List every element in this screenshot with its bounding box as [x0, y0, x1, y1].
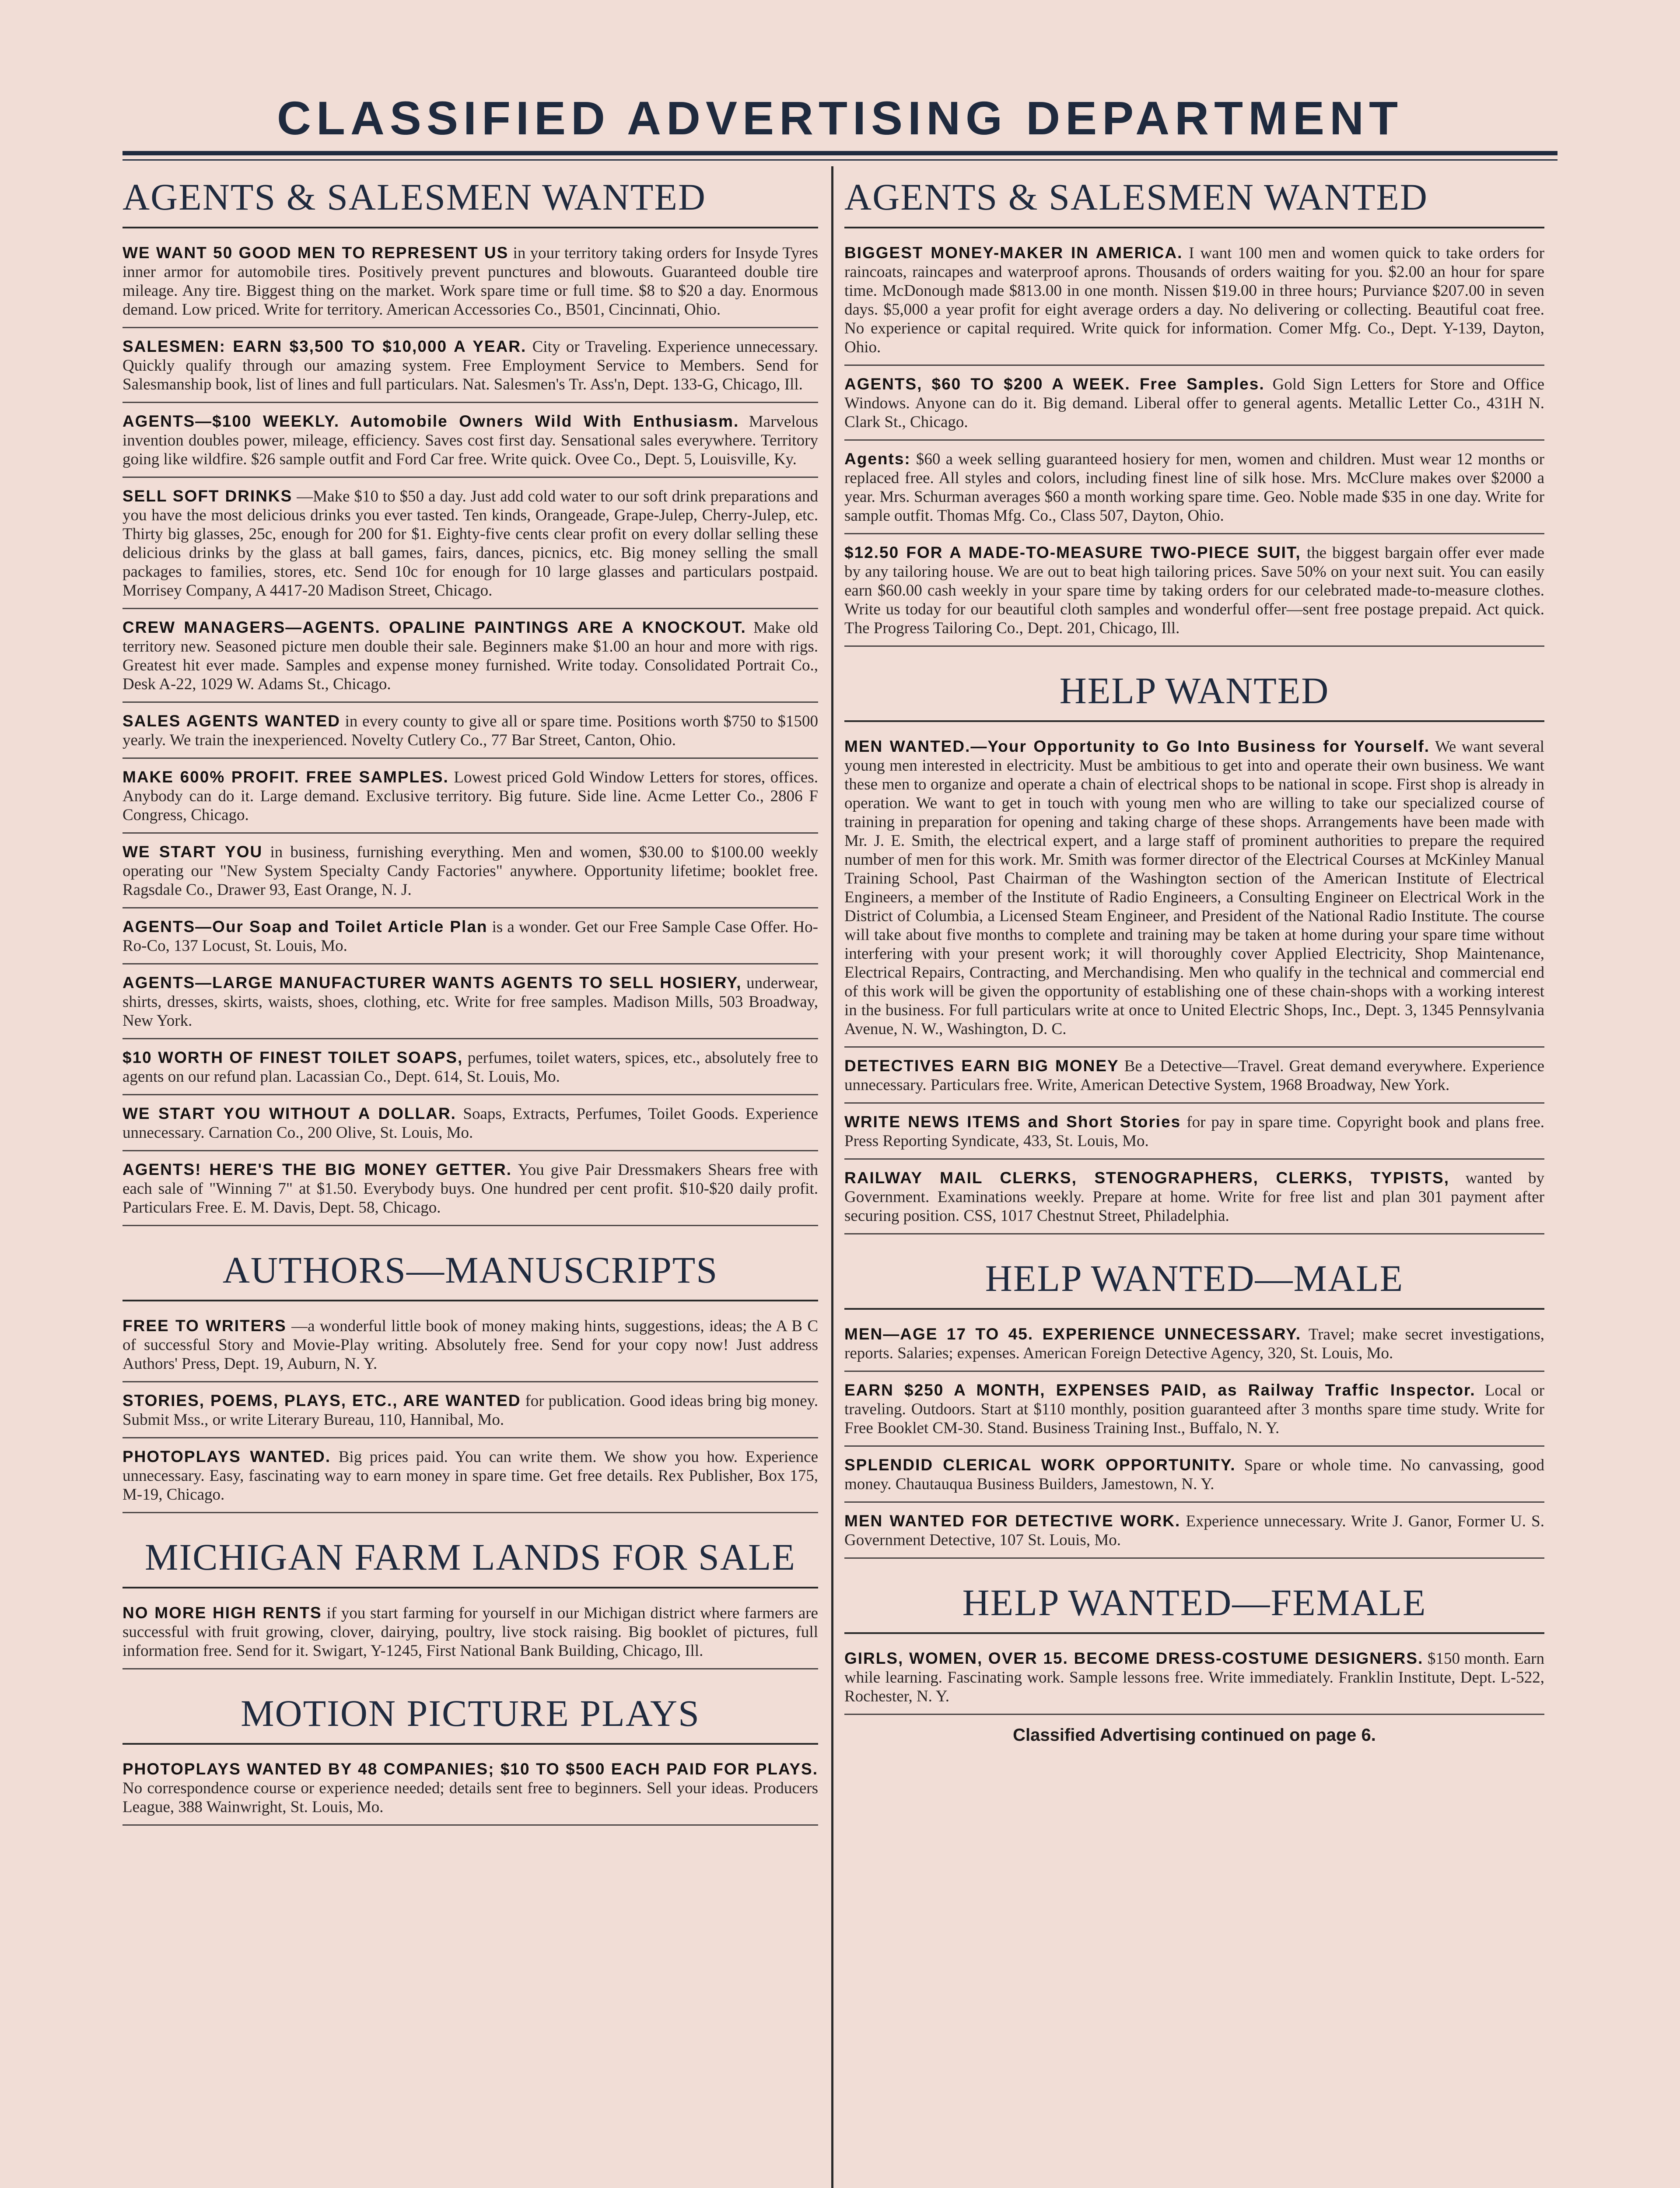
classified-ad: [122, 1755, 818, 1826]
classified-ad: [122, 1599, 818, 1669]
ad-body: if you start farming for yourself in our Michigan district where farmers are successful with fruit growing, clover, dairying, poultry, live stock raising. Big booklet of pictures, full information free. Send for it. Swigart, Y-1245, First National Bank Building, Chicago, Ill.: [122, 1604, 818, 1660]
ad-headline: GIRLS, WOMEN, OVER 15. BECOME DRESS-COSTUME DESIGNERS.: [844, 1649, 1424, 1667]
ad-body: in your territory taking orders for Insyde Tyres inner armor for automobile tires. Positively prevent punctures and blowouts. Guaranteed double tire mileage. Any tire. Biggest thing on the market. Work spare time or full time. $8 to $20 a day. Enormous demand. Low priced. Write for territory. American Accessories Co., B501, Cincinnati, Ohio.: [122, 244, 819, 319]
ad-body: for pay in spare time. Copyright book and plans free. Press Reporting Syndicate, 433, St. Louis, Mo.: [844, 1113, 1545, 1150]
ad-headline: WRITE NEWS ITEMS and Short Stories: [844, 1113, 1181, 1131]
classified-ad: [122, 407, 818, 478]
ad-headline: WE START YOU WITHOUT A DOLLAR.: [122, 1105, 456, 1122]
classified-ad: [122, 1312, 818, 1382]
ad-body: the biggest bargain offer ever made by any tailoring house. We are out to beat high tailoring prices. Save 50% on your next suit. You can easily earn $60.00 cash weekly in your spare time by taking orders for our celebrated made-to-measure clothes. Write us today for our beautiful cloth samples and wonderful offer—sent free postage prepaid. Act quick. The Progress Tailoring Co., Dept. 201, Chicago, Ill.: [844, 544, 1545, 637]
classified-ad: [844, 445, 1544, 534]
ad-headline: CREW MANAGERS—AGENTS. OPALINE PAINTINGS ARE A KNOCKOUT.: [122, 618, 746, 636]
classified-ad: [122, 969, 818, 1039]
ad-headline: WE WANT 50 GOOD MEN TO REPRESENT US: [122, 244, 509, 262]
ad-body: Lowest priced Gold Window Letters for stores, offices. Anybody can do it. Large demand. Exclusive territory. Big future. Side line. Acme Letter Co., 2806 F Congress, Chicago.: [122, 768, 818, 824]
ad-body: —Make $10 to $50 a day. Just add cold water to our soft drink preparations and you have the most delicious drinks you ever tasted. Ten kinds, Orangeade, Grape-Julep, Cherry-Julep, etc. Thirty big glasses, 25c, enough for 200 for $1. Eighty-five cents clear profit on every dollar selling these delicious drinks by the glass at ball games, fairs, dances, picnics, etc. Big money selling the small packages to families, stores, etc. Send 10c for enough for 10 large glasses and particulars postpaid. Morrisey Company, A 4417-20 Madison Street, Chicago.: [122, 487, 819, 600]
classified-ad: [122, 482, 818, 609]
section-heading-authors-manuscripts: AUTHORS—MANUSCRIPTS: [222, 1249, 718, 1291]
section-rule: [844, 1308, 1544, 1310]
column-divider: [831, 166, 833, 2188]
ad-headline: SELL SOFT DRINKS: [122, 487, 293, 505]
ad-body: Experience unnecessary. Write J. Ganor, Former U. S. Government Detective, 107 St. Louis, Mo.: [844, 1512, 1545, 1549]
title-rule-thick: [122, 151, 1558, 155]
ad-headline: MEN WANTED.—Your Opportunity to Go Into Business for Yourself.: [844, 737, 1430, 755]
classified-ad: [122, 763, 818, 834]
ad-body: Gold Sign Letters for Store and Office Windows. Anyone can do it. Big demand. Liberal offer to general agents. Metallic Letter Co., 431H N. Clark St., Chicago.: [844, 375, 1544, 431]
ad-headline: AGENTS—Our Soap and Toilet Article Plan: [122, 918, 488, 936]
ad-body: You give Pair Dressmakers Shears free with each sale of "Winning 7" at $1.50. Everybody buys. One hundred per cent profit. $10-$20 daily profit. Particulars Free. E. M. Davis, Dept. 58, Chicago.: [122, 1161, 818, 1217]
ad-headline: MAKE 600% PROFIT. FREE SAMPLES.: [122, 768, 449, 786]
classified-ad: [122, 1156, 818, 1226]
ad-body: Travel; make secret investigations, reports. Salaries; expenses. American Foreign Detective Agency, 320, St. Louis, Mo.: [844, 1325, 1544, 1362]
right-column: [844, 171, 1544, 1745]
ad-headline: NO MORE HIGH RENTS: [122, 1604, 322, 1622]
ad-headline: WE START YOU: [122, 843, 263, 861]
classified-ad: [844, 1507, 1544, 1559]
ad-body: in business, furnishing everything. Men and women, $30.00 to $100.00 weekly operating our "New System Specialty Candy Factories" anywhere. Opportunity lifetime; booklet free. Ragsdale Co., Drawer 93, East Orange, N. J.: [122, 843, 819, 899]
ad-headline: STORIES, POEMS, PLAYS, ETC., ARE WANTED: [122, 1392, 521, 1410]
classified-ad: [844, 539, 1544, 647]
classified-ad: [122, 838, 818, 908]
title-rule-thin: [122, 159, 1558, 161]
classified-ad: [122, 707, 818, 759]
ad-headline: FREE TO WRITERS: [122, 1317, 287, 1335]
ad-body: I want 100 men and women quick to take orders for raincoats, raincapes and waterproof aprons. Thousands of orders waiting for you. $2.00 an hour for spare time. McDonough made $813.00 in one month. Nissen $19.00 in three hours; Purviance $207.00 in seven days. $5,000 a year profit for eight average orders a day. No delivering or collecting. Beautiful coat free. No experience or capital required. Write quick for information. Comer Mfg. Co., Dept. Y-139, Dayton, Ohio.: [844, 244, 1544, 356]
ad-body: is a wonder. Get our Free Sample Case Offer. Ho-Ro-Co, 137 Locust, St. Louis, Mo.: [122, 918, 819, 955]
section-heading-help-wanted: HELP WANTED: [1059, 670, 1330, 712]
section-heading-motion-picture-plays: MOTION PICTURE PLAYS: [241, 1692, 700, 1734]
section-rule: [122, 1300, 818, 1301]
ad-headline: EARN $250 A MONTH, EXPENSES PAID, as Railway Traffic Inspector.: [844, 1381, 1476, 1399]
section-heading-agents-salesmen-wanted: AGENTS & SALESMEN WANTED: [844, 176, 1428, 218]
ad-body: City or Traveling. Experience unnecessary. Quickly qualify through our amazing system. Free Employment Service to Members. Send for Salesmanship book, list of lines and full particulars. Nat. Salesmen's Tr. Ass'n, Dept. 133-G, Chicago, Ill.: [122, 338, 818, 393]
ad-headline: BIGGEST MONEY-MAKER IN AMERICA.: [844, 244, 1183, 262]
classified-ad: [844, 239, 1544, 366]
ad-body: —a wonderful little book of money making hints, suggestions, ideas; the A B C of successful Story and Movie-Play writing. Absolutely free. Send for your copy now! Just address Authors' Press, Dept. 19, Auburn, N. Y.: [122, 1317, 819, 1373]
ad-body: $150 month. Earn while learning. Fascinating work. Sample lessons free. Write immediately. Franklin Institute, Dept. L-522, Rochester, N. Y.: [844, 1650, 1544, 1705]
classified-ad: [844, 733, 1544, 1048]
classified-ad: [844, 1451, 1544, 1503]
ad-headline: DETECTIVES EARN BIG MONEY: [844, 1057, 1119, 1075]
section-rule: [844, 720, 1544, 722]
section-rule: [122, 1743, 818, 1745]
ad-body: Marvelous invention doubles power, mileage, efficiency. Saves cost first day. Sensational sales everywhere. Territory going like wildfire. $26 sample outfit and Ford Car free. Write quick. Ovee Co., Dept. 5, Louisville, Ky.: [122, 413, 819, 468]
classified-ad: [122, 1044, 818, 1095]
classified-ad: [844, 1108, 1544, 1160]
ad-headline: PHOTOPLAYS WANTED BY 48 COMPANIES; $10 TO $500 EACH PAID FOR PLAYS.: [122, 1760, 818, 1778]
ad-body: perfumes, toilet waters, spices, etc., absolutely free to agents on our refund plan. Lacassian Co., Dept. 614, St. Louis, Mo.: [122, 1049, 819, 1086]
ad-headline: SALESMEN: EARN $3,500 TO $10,000 A YEAR.: [122, 337, 527, 355]
section-heading-michigan-farm-lands-for-sale: MICHIGAN FARM LANDS FOR SALE: [145, 1536, 796, 1578]
ad-body: Be a Detective—Travel. Great demand everywhere. Experience unnecessary. Particulars free. Write, American Detective System, 1968 Broadway, New York.: [844, 1057, 1545, 1094]
continued-note: Classified Advertising continued on page 6.: [1013, 1725, 1376, 1745]
ad-headline: $10 WORTH OF FINEST TOILET SOAPS,: [122, 1048, 463, 1066]
classified-ad: [844, 1645, 1544, 1715]
classified-ad: [844, 370, 1544, 441]
section-rule: [122, 1587, 818, 1588]
ad-headline: AGENTS! HERE'S THE BIG MONEY GETTER.: [122, 1161, 512, 1178]
ad-headline: AGENTS, $60 TO $200 A WEEK. Free Samples.: [844, 375, 1265, 393]
ad-headline: Agents:: [844, 450, 911, 468]
classified-ad: [844, 1320, 1544, 1372]
classified-ad: [122, 614, 818, 703]
classified-ad: [122, 913, 818, 964]
ad-body: underwear, shirts, dresses, skirts, waists, shoes, clothing, etc. Write for free samples. Madison Mills, 503 Broadway, New York.: [122, 974, 818, 1030]
ad-headline: PHOTOPLAYS WANTED.: [122, 1448, 331, 1466]
ad-headline: $12.50 FOR A MADE-TO-MEASURE TWO-PIECE SUIT,: [844, 543, 1301, 561]
section-heading-help-wanted-male: HELP WANTED—MALE: [985, 1257, 1404, 1299]
classified-ad: [122, 239, 818, 328]
ad-headline: MEN—AGE 17 TO 45. EXPERIENCE UNNECESSARY.: [844, 1325, 1302, 1343]
ad-body: Big prices paid. You can write them. We show you how. Experience unnecessary. Easy, fascinating way to earn money in spare time. Get free details. Rex Publisher, Box 175, M-19, Chicago.: [122, 1448, 819, 1504]
section-heading-agents-salesmen-wanted: AGENTS & SALESMEN WANTED: [122, 176, 707, 218]
left-column: [122, 171, 818, 1830]
ad-body: Spare or whole time. No canvassing, good money. Chautauqua Business Builders, Jamestown, N. Y.: [844, 1456, 1544, 1493]
ad-headline: AGENTS—LARGE MANUFACTURER WANTS AGENTS TO SELL HOSIERY,: [122, 974, 742, 992]
ad-body: Make old territory new. Seasoned picture men double their sale. Beginners make $1.00 an hour and more with rigs. Greatest hit ever made. Samples and expense money furnished. Write today. Consolidated Portrait Co., Desk A-22, 1029 W. Adams St., Chicago.: [122, 619, 818, 693]
ad-headline: SPLENDID CLERICAL WORK OPPORTUNITY.: [844, 1456, 1236, 1474]
ad-body: We want several young men interested in electricity. Must be ambitious to get into and operate their own business. We want these men to organize and operate a chain of electrical shops to be national in scope. First shop is already in operation. We want to get in touch with young men who are willing to take our specialized course of training in preparation for opening and taking charge of these shops. Arrangements have been made with Mr. J. E. Smith, the electrical expert, and a large staff of prominent authorities to prepare the required number of men for this work. Mr. Smith was former director of the Electrical Courses at McKinley Manual Training School, Past Chairman of the Washington section of the American Institute of Electrical Engineers, a member of the Institute of Radio Engineers, a Consulting Engineer on Electrical Work in the District of Columbia, a Licensed Steam Engineer, and President of the National Radio Institute. The course will take about five months to complete and training may be taken at home during your spare time without interfering with your present work; it will thoroughly cover Applied Electricity, Shop Maintenance, Electrical Repairs, Contracting, and Merchandising. Men who qualify in the technical and commercial end of this work will be given the opportunity of establishing one of these chain-shops with a working interest in the business. For full particulars write at once to United Electric Shops, Inc., Dept. 3, 1345 Pennsylvania Avenue, N. W., Washington, D. C.: [844, 738, 1544, 1038]
classified-ad: [122, 1443, 818, 1513]
ad-body: Soaps, Extracts, Perfumes, Toilet Goods. Experience unnecessary. Carnation Co., 200 Olive, St. Louis, Mo.: [122, 1105, 818, 1142]
ad-headline: AGENTS—$100 WEEKLY. Automobile Owners Wild With Enthusiasm.: [122, 412, 739, 430]
classified-ad: [844, 1164, 1544, 1234]
classified-ad: [122, 1100, 818, 1151]
section-rule: [122, 227, 818, 228]
ad-body: for publication. Good ideas bring big money. Submit Mss., or write Literary Bureau, 110, Hannibal, Mo.: [122, 1392, 818, 1429]
classified-ad: [122, 1387, 818, 1438]
ad-body: $60 a week selling guaranteed hosiery for men, women and children. Must wear 12 months or replaced free. All styles and colors, including finest line of silk hose. Mrs. McClure makes over $2000 a year. Mrs. Schurman averages $60 a month working spare time. Geo. Noble made $35 in one day. Write for sample outfit. Thomas Mfg. Co., Class 507, Dayton, Ohio.: [844, 450, 1544, 525]
classified-ad: [844, 1376, 1544, 1447]
ad-headline: MEN WANTED FOR DETECTIVE WORK.: [844, 1512, 1181, 1530]
ad-body: wanted by Government. Examinations weekly. Prepare at home. Write for free list and plan 301 payment after securing position. CSS, 1017 Chestnut Street, Philadelphia.: [844, 1169, 1544, 1225]
page-title: CLASSIFIED ADVERTISING DEPARTMENT: [276, 91, 1404, 144]
classified-ad: [122, 333, 818, 403]
ad-headline: RAILWAY MAIL CLERKS, STENOGRAPHERS, CLERKS, TYPISTS,: [844, 1169, 1449, 1187]
ad-body: No correspondence course or experience needed; details sent free to beginners. Sell your ideas. Producers League, 388 Wainwright, St. Louis, Mo.: [122, 1779, 818, 1816]
section-heading-help-wanted-female: HELP WANTED—FEMALE: [962, 1581, 1427, 1623]
section-rule: [844, 227, 1544, 228]
ad-body: Local or traveling. Outdoors. Start at $110 monthly, position guaranteed after 3 months spare time study. Write for Free Booklet CM-30. Stand. Business Training Inst., Buffalo, N. Y.: [844, 1382, 1545, 1437]
classified-ad: [844, 1052, 1544, 1104]
section-rule: [844, 1632, 1544, 1634]
ad-headline: SALES AGENTS WANTED: [122, 712, 340, 730]
ad-body: in every county to give all or spare time. Positions worth $750 to $1500 yearly. We train the inexperienced. Novelty Cutlery Co., 77 Bar Street, Canton, Ohio.: [122, 712, 819, 749]
